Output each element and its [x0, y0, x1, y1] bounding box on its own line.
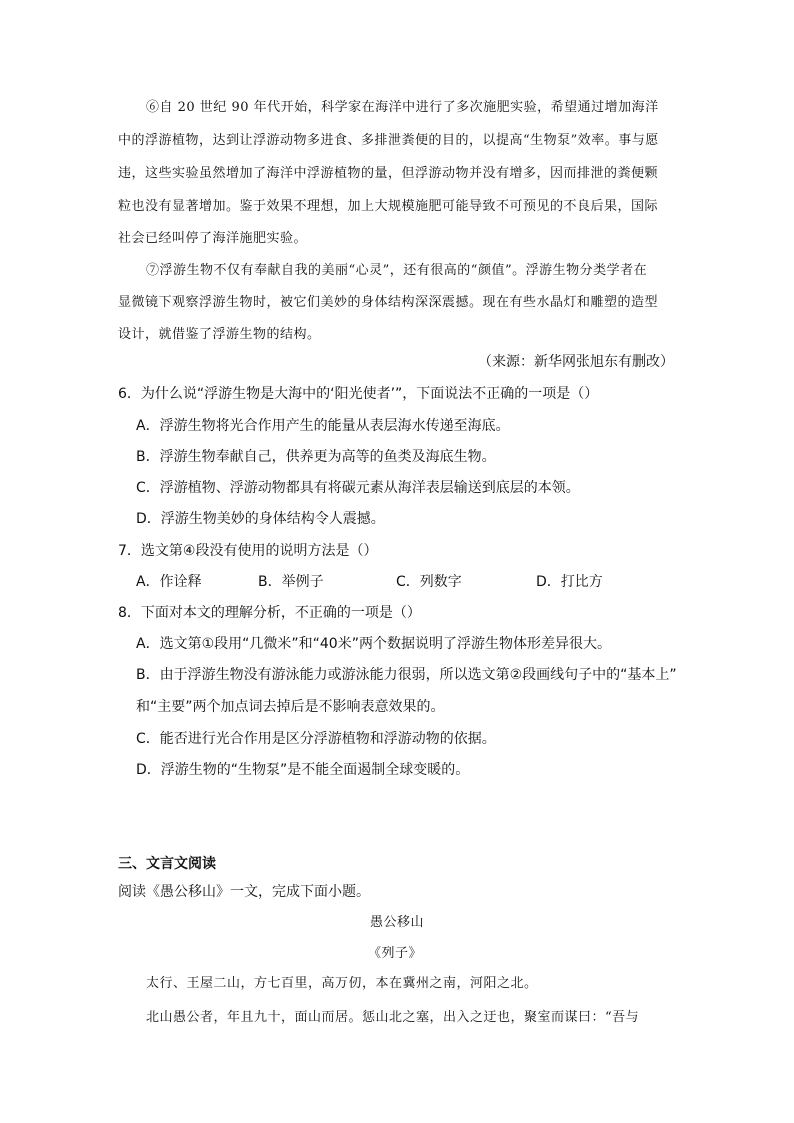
paragraph-6-line: ⑥自 20 世纪 90 年代开始，科学家在海洋中进行了多次施肥实验，希望通过增加海洋: [146, 100, 659, 115]
question-7-option-c: C．列数字: [396, 574, 462, 590]
question-8-option-a: A．选文第①段用“几微米”和“40米”两个数据说明了浮游生物体形差异很大。: [136, 636, 611, 652]
classical-text-title: 愚公移山: [370, 915, 425, 930]
section-instruction: 阅读《愚公移山》一文，完成下面小题。: [118, 884, 370, 900]
question-6-option-a: A．浮游生物将光合作用产生的能量从表层海水传递至海底。: [136, 418, 510, 434]
question-6-option-b: B．浮游生物奉献自己，供养更为高等的鱼类及海底生物。: [136, 449, 496, 465]
question-6-option-c: C．浮游植物、浮游动物都具有将碳元素从海洋表层输送到底层的本领。: [136, 480, 580, 496]
question-7-stem: 7．选文第④段没有使用的说明方法是（）: [118, 543, 378, 559]
question-7-option-a: A．作诠释: [136, 574, 202, 590]
classical-text-author: 《列子》: [368, 946, 423, 961]
question-8-option-d: D．浮游生物的“生物泵”是不能全面遏制全球变暖的。: [136, 762, 470, 778]
question-6-option-d: D．浮游生物美妙的身体结构令人震撼。: [136, 511, 385, 527]
question-7-option-d: D．打比方: [536, 574, 603, 590]
classical-text-line: 太行、王屋二山，方七百里，高万仞，本在冀州之南，河阳之北。: [146, 976, 538, 991]
question-8-option-c: C．能否进行光合作用是区分浮游植物和浮游动物的依据。: [136, 731, 496, 747]
paragraph-6-line: 社会已经叫停了海洋施肥实验。: [118, 231, 308, 246]
question-7-option-b: B．举例子: [258, 574, 324, 590]
paragraph-6-line: 违，这些实验虽然增加了海洋中浮游植物的量，但浮游动物并没有增多，因而排泄的粪便颗: [118, 166, 659, 181]
section-heading: 三、文言文阅读: [118, 856, 216, 872]
question-6-stem: 6．为什么说“浮游生物是大海中的‘阳光使者’”，下面说法不正确的一项是（）: [118, 386, 599, 402]
paragraph-6-line: 粒也没有显著增加。鉴于效果不理想，加上大规模施肥可能导致不可预见的不良后果，国际: [118, 199, 659, 214]
question-8-stem: 8．下面对本文的理解分析，不正确的一项是（）: [118, 605, 421, 621]
paragraph-6-line: 中的浮游植物，达到让浮游动物多进食、多排泄粪便的目的，以提高“生物泵”效率。事与愿: [118, 133, 659, 148]
paragraph-7-line: 设计，就借鉴了浮游生物的结构。: [118, 327, 321, 342]
paragraph-7-line: 显微镜下观察浮游生物时，被它们美妙的身体结构深深震撼。现在有些水晶灯和雕塑的造型: [118, 295, 659, 310]
classical-text-line: 北山愚公者，年且九十，面山而居。惩山北之塞，出入之迂也，聚室而谋曰：“吾与: [146, 1010, 640, 1025]
paragraph-7-line: ⑦浮游生物不仅有奉献自我的美丽“心灵”，还有很高的“颜值”。浮游生物分类学者在: [146, 263, 648, 278]
question-8-option-b-continued: 和“主要”两个加点词去掉后是不影响表意效果的。: [136, 699, 445, 715]
question-8-option-b: B．由于浮游生物没有游泳能力或游泳能力很弱，所以选文第②段画线句子中的“基本上”: [136, 667, 677, 683]
source-note: （来源：新华网张旭东有删改）: [478, 354, 674, 370]
